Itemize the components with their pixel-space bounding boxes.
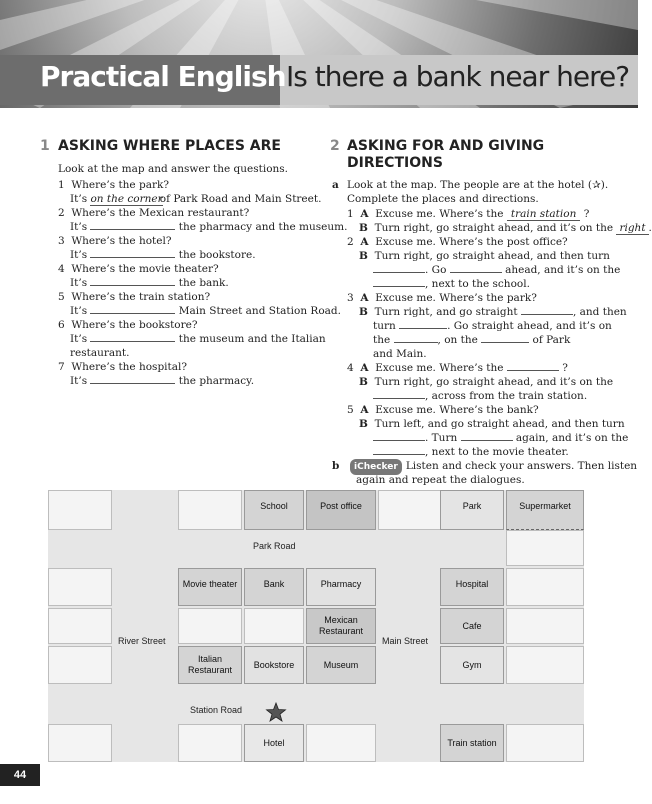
answer-2: It’s the pharmacy and the museum. (70, 221, 348, 233)
map-station-road: Station Road (190, 705, 243, 715)
map-movie-theater: Movie theater (178, 568, 242, 606)
dialogue-3-b-cont2: the , on the of Park (373, 334, 571, 346)
map-mexican-line2: Restaurant (318, 626, 364, 636)
dialogue-5-b: B Turn left, and go straight ahead, and then turn (359, 418, 625, 430)
question-5: 5 Where’s the train station? (58, 291, 211, 303)
dialogue-1-b: B Turn right, go straight ahead, and it’s on the right . (359, 222, 652, 234)
map-block (506, 646, 584, 684)
map-block (178, 608, 242, 644)
map-park-road: Park Road (253, 541, 296, 551)
dialogue-5-b-cont2: , next to the movie theater. (347, 445, 652, 459)
map-hospital: Hospital (440, 568, 504, 606)
dialogue-5-b-cont: . Turn again, and it’s on the (347, 431, 652, 445)
dialogue-1-a: 1 A Excuse me. Where’s the train station ? (347, 208, 590, 220)
map-block (244, 608, 304, 644)
map-post-office: Post office (306, 490, 376, 530)
map-park: Park (440, 490, 504, 530)
map-block (48, 724, 112, 762)
dialogue-4-b-cont: , across from the train station. (347, 389, 652, 403)
map-italian-line2: Restaurant (187, 665, 233, 675)
dialogue-4-a: 4 A Excuse me. Where’s the ? (347, 362, 568, 374)
page-title-bold: Practical English (40, 60, 286, 93)
map-mexican-line1: Mexican (324, 615, 358, 625)
map-block (378, 490, 442, 530)
dialogue-2-b-cont2: , next to the school. (347, 277, 652, 291)
answer-3: It’s the bookstore. (70, 249, 256, 261)
map-block (48, 608, 112, 644)
map-block (178, 490, 242, 530)
answer-7: It’s the pharmacy. (70, 375, 255, 387)
map-block (48, 646, 112, 684)
dialogue-2-a: 2 A Excuse me. Where’s the post office? (347, 236, 568, 248)
section-1-list (58, 178, 347, 388)
dialogue-3-b: B Turn right, and go straight , and then (359, 306, 627, 318)
section-2-title-line1: ASKING FOR AND GIVING (347, 138, 545, 154)
exercise-a-line2: Complete the places and directions. (347, 193, 539, 205)
map-block (48, 568, 112, 606)
map-block (506, 608, 584, 644)
map-italian-restaurant (178, 646, 242, 684)
question-1: 1 Where’s the park? (58, 179, 169, 191)
map-supermarket: Supermarket (506, 490, 584, 530)
ichecker-badge: iChecker (350, 459, 402, 475)
map-museum: Museum (306, 646, 376, 684)
map-hotel: Hotel (244, 724, 304, 762)
exercise-a-line1: Look at the map. The people are at the hotel (✰). (347, 179, 609, 191)
exercise-b-line1: iChecker Listen and check your answers. Then listen (350, 459, 637, 475)
section-1-number: 1 (40, 138, 50, 154)
map-cafe: Cafe (440, 608, 504, 644)
map-block (506, 530, 584, 566)
dialogue-3-a: 3 A Excuse me. Where’s the park? (347, 292, 537, 304)
map-bank: Bank (244, 568, 304, 606)
answer-1: It’s on the corner of Park Road and Main Street. (70, 193, 322, 205)
question-6: 6 Where’s the bookstore? (58, 319, 198, 331)
dialogue-3-b-cont: turn . Go straight ahead, and it’s on (373, 320, 612, 332)
page-number: 44 (0, 764, 40, 786)
exercise-b-line2: again and repeat the dialogues. (356, 474, 525, 486)
map-block (306, 724, 376, 762)
map-gym: Gym (440, 646, 504, 684)
question-2: 2 Where’s the Mexican restaurant? (58, 207, 250, 219)
map-block (506, 568, 584, 606)
answer-5: It’s Main Street and Station Road. (70, 305, 341, 317)
answer-6: It’s the museum and the Italian (70, 333, 326, 345)
section-2-title-line2: DIRECTIONS (347, 155, 443, 171)
map-train-station: Train station (440, 724, 504, 762)
answer-6-cont: restaurant. (70, 347, 130, 359)
map-main-street: Main Street (382, 636, 429, 646)
map-block (178, 724, 242, 762)
map-river-street: River Street (118, 636, 166, 646)
question-4: 4 Where’s the movie theater? (58, 263, 219, 275)
map-school: School (244, 490, 304, 530)
dialogue-5-a: 5 A Excuse me. Where’s the bank? (347, 404, 539, 416)
dialogue-2-b: B Turn right, go straight ahead, and then turn (359, 250, 610, 262)
map-pharmacy: Pharmacy (306, 568, 376, 606)
hotel-star-icon (266, 702, 286, 722)
section-1-instruction: Look at the map and answer the questions. (58, 163, 289, 175)
town-map (48, 490, 584, 762)
section-2-number: 2 (330, 138, 340, 154)
page-title: Is there a bank near here? (286, 60, 630, 93)
exercise-a-label: a (332, 179, 339, 191)
dialogue-4-b: B Turn right, go straight ahead, and it’s on the (359, 376, 614, 388)
map-bookstore: Bookstore (244, 646, 304, 684)
map-block (506, 724, 584, 762)
dialogue-2-b-cont: . Go ahead, and it’s on the (347, 263, 652, 277)
question-3: 3 Where’s the hotel? (58, 235, 172, 247)
question-7: 7 Where’s the hospital? (58, 361, 187, 373)
map-mexican-restaurant (306, 608, 376, 644)
answer-4: It’s the bank. (70, 277, 229, 289)
map-italian-line1: Italian (197, 654, 223, 664)
section-1-title: ASKING WHERE PLACES ARE (58, 138, 281, 154)
dialogue-3-b-cont3: and Main. (373, 348, 427, 360)
map-block (48, 490, 112, 530)
dialogue-list (347, 207, 652, 459)
exercise-b-label: b (332, 460, 340, 472)
